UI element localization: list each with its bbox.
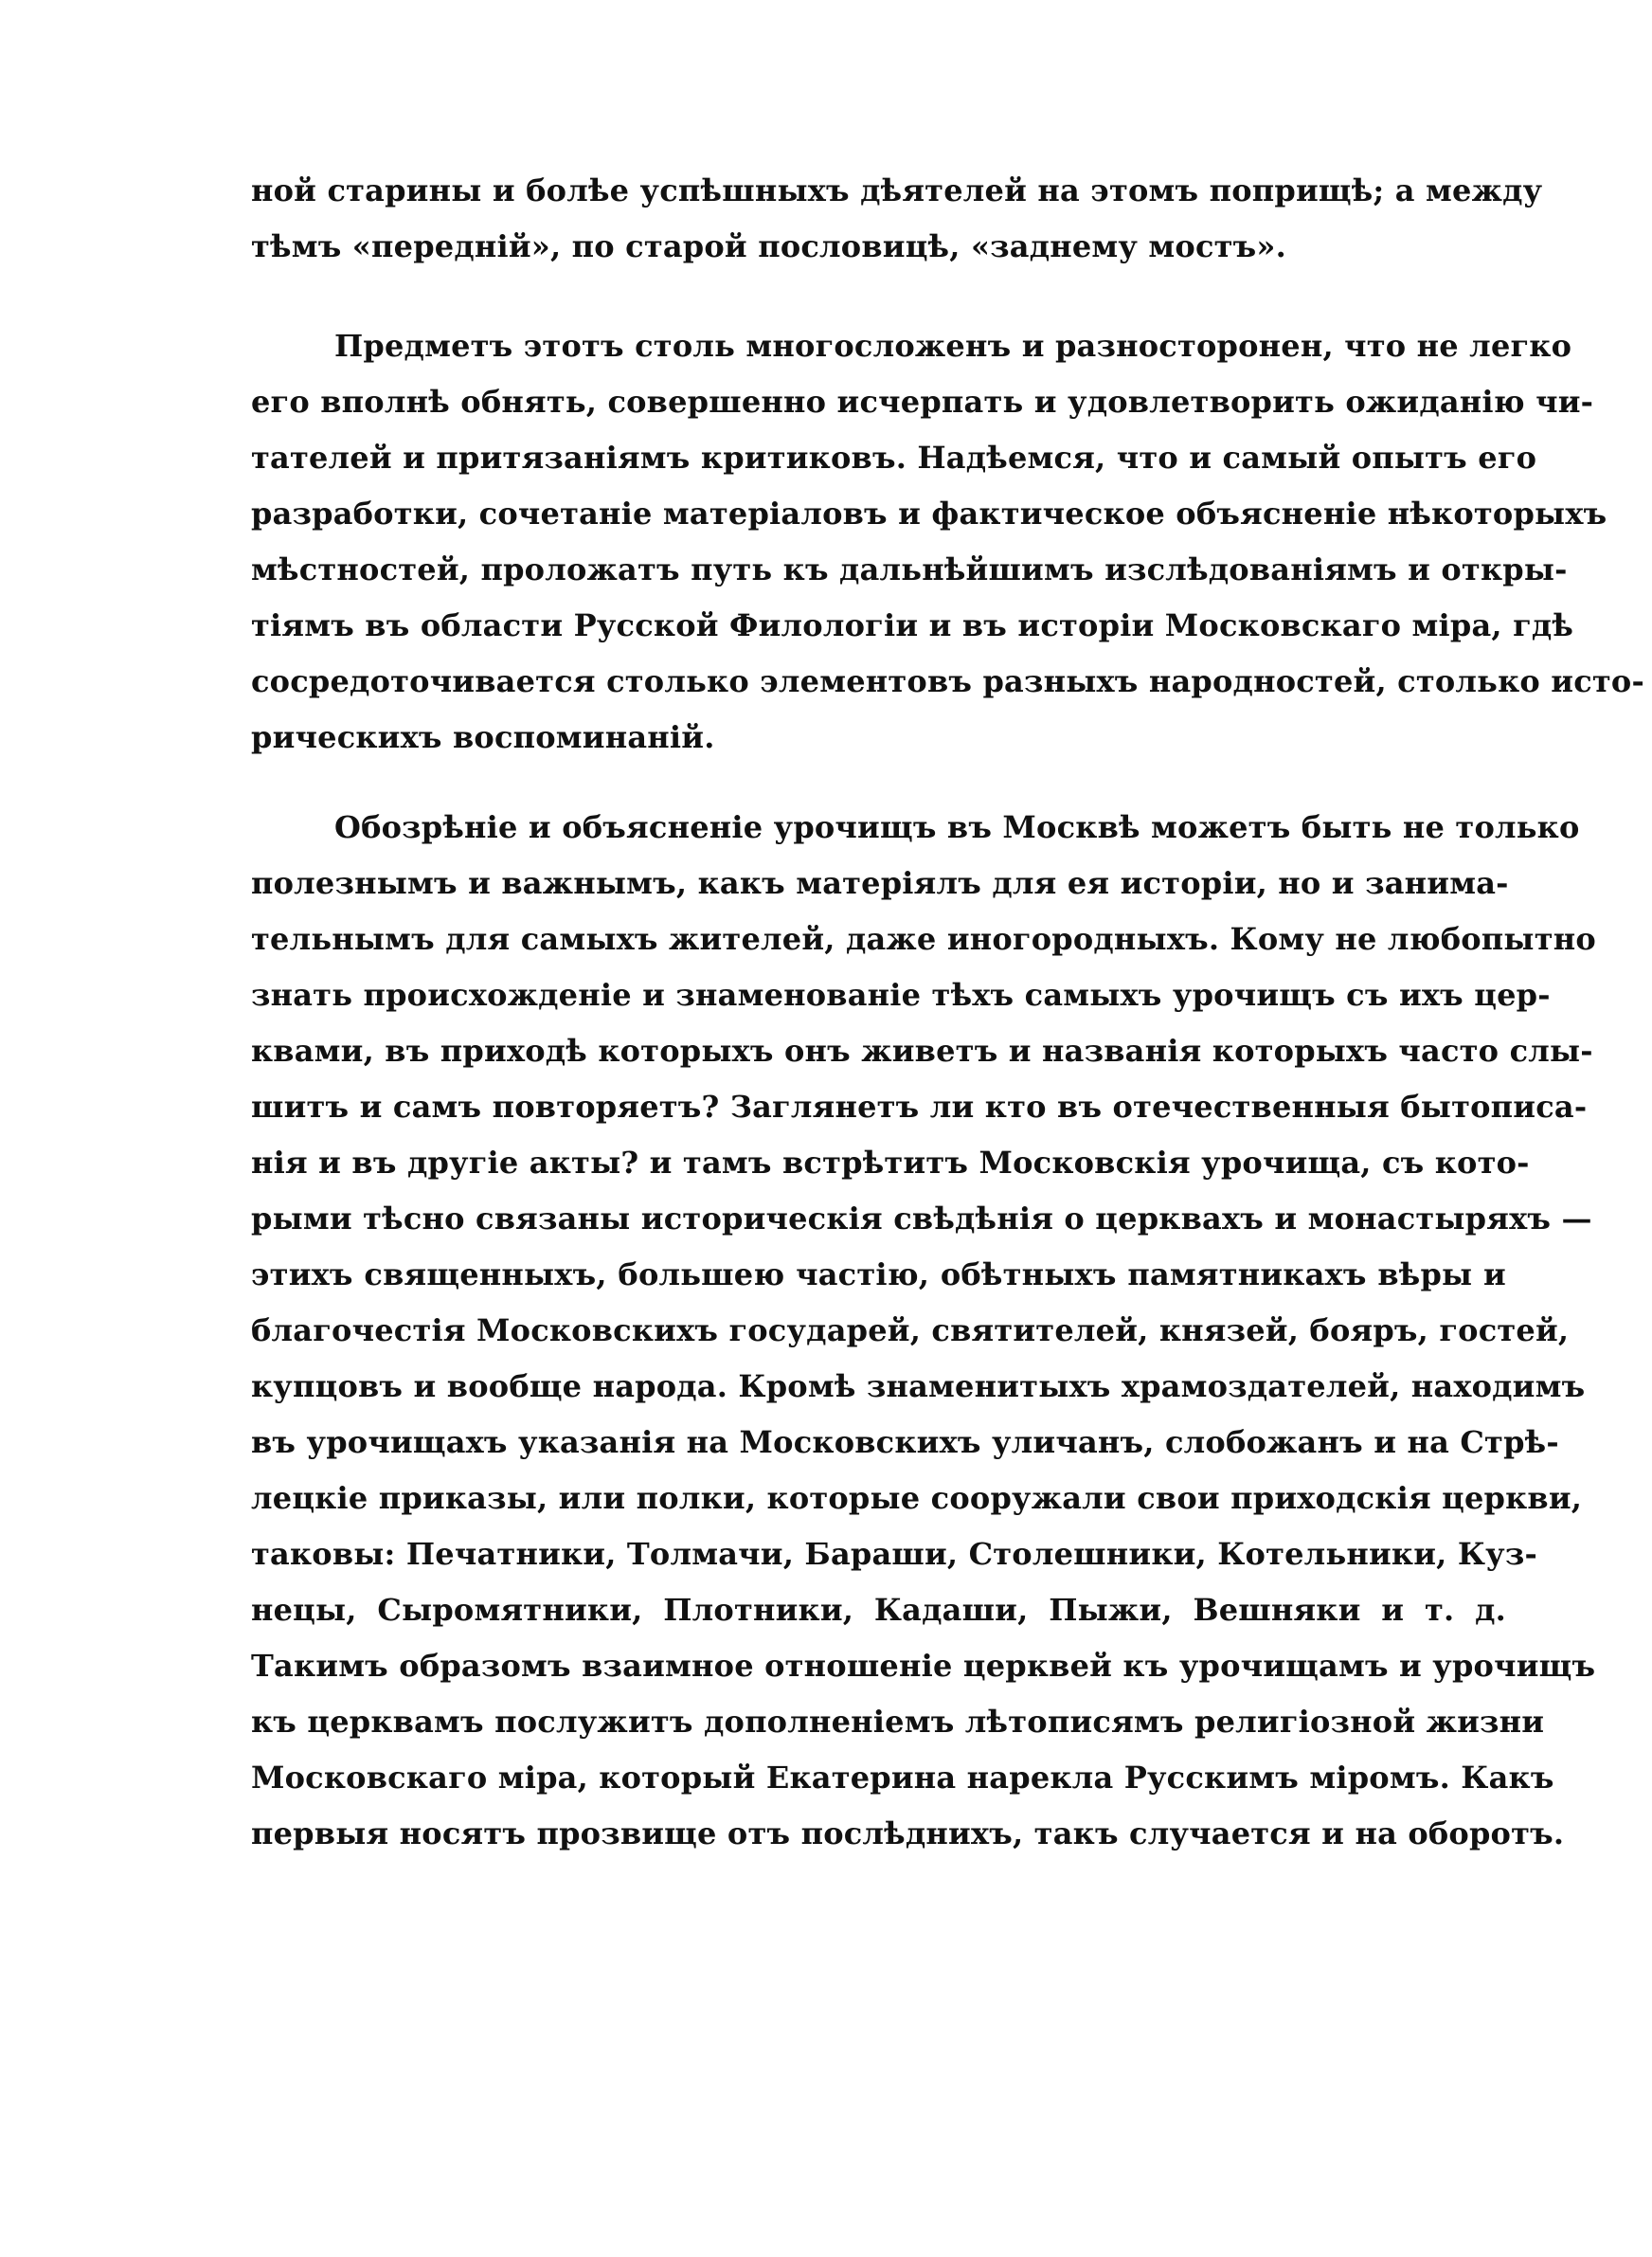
text-line: этихъ священныхъ, большею частію, обѣтныхъ памятникахъ вѣры и <box>251 1256 1506 1292</box>
text-line: квами, въ приходѣ которыхъ онъ живетъ и названія которыхъ часто слы- <box>251 1033 1593 1069</box>
text-line: полезнымъ и важнымъ, какъ матеріялъ для ея исторіи, но и занима- <box>251 865 1509 901</box>
paragraph-survey <box>251 800 1596 1862</box>
text-line: ной старины и болѣе успѣшныхъ дѣятелей на этомъ поприщѣ; а между <box>251 172 1543 208</box>
text-line: купцовъ и вообще народа. Кромѣ знаменитыхъ храмоздателей, находимъ <box>251 1368 1586 1404</box>
text-line: шитъ и самъ повторяетъ? Заглянетъ ли кто въ отечественныя бытописа- <box>251 1089 1588 1125</box>
text-line: сосредоточивается столько элементовъ разныхъ народностей, столько исто- <box>251 663 1644 699</box>
text-line: въ урочищахъ указанія на Московскихъ уличанъ, слобожанъ и на Стрѣ- <box>251 1424 1559 1460</box>
text-line: тельнымъ для самыхъ жителей, даже иногородныхъ. Кому не любопытно <box>251 921 1596 957</box>
paragraph-subject <box>251 318 1644 766</box>
text-line: первыя носятъ прозвище отъ послѣднихъ, такъ случается и на оборотъ. <box>251 1815 1565 1851</box>
text-line: Такимъ образомъ взаимное отношеніе церквей къ урочищамъ и урочищъ <box>251 1648 1596 1684</box>
text-line: нецы, Сыромятники, Плотники, Кадаши, Пыжи, Вешняки и т. д. <box>251 1592 1506 1628</box>
text-line: рыми тѣсно связаны историческія свѣдѣнія о церквахъ и монастыряхъ — <box>251 1201 1592 1237</box>
text-line: рическихъ воспоминаній. <box>251 719 715 755</box>
text-line: къ церквамъ послужитъ дополненіемъ лѣтописямъ религіозной жизни <box>251 1704 1545 1740</box>
paragraph-continuation <box>251 163 1543 275</box>
text-line: Московскаго міра, который Екатерина нарекла Русскимъ міромъ. Какъ <box>251 1760 1554 1796</box>
text-line: благочестія Московскихъ государей, святителей, князей, бояръ, гостей, <box>251 1312 1570 1348</box>
text-line: нія и въ другіе акты? и тамъ встрѣтитъ Московскія урочища, съ кото- <box>251 1145 1530 1181</box>
text-line: его вполнѣ обнять, совершенно исчерпать и удовлетворить ожиданію чи- <box>251 384 1594 420</box>
text-line: тѣмъ «передній», по старой пословицѣ, «заднему мостъ». <box>251 228 1286 264</box>
text-line: лецкіе приказы, или полки, которые сооружали свои приходскія церкви, <box>251 1480 1583 1516</box>
text-line: разработки, сочетаніе матеріаловъ и фактическое объясненіе нѣкоторыхъ <box>251 496 1607 532</box>
text-line: Обозрѣніе и объясненіе урочищъ въ Москвѣ можетъ быть не только <box>334 809 1580 845</box>
text-line: тателей и притязаніямъ критиковъ. Надѣемся, что и самый опытъ его <box>251 440 1537 476</box>
text-line: знать происхожденіе и знаменованіе тѣхъ самыхъ урочищъ съ ихъ цер- <box>251 977 1551 1013</box>
text-line: тіямъ въ области Русской Филологіи и въ исторіи Московскаго міра, гдѣ <box>251 607 1574 643</box>
text-line: таковы: Печатники, Толмачи, Бараши, Столешники, Котельники, Куз- <box>251 1536 1537 1572</box>
text-line: Предметъ этотъ столь многосложенъ и разносторонен, что не легко <box>334 328 1572 364</box>
text-line: мѣстностей, проложатъ путь къ дальнѣйшимъ изслѣдованіямъ и откры- <box>251 551 1568 587</box>
